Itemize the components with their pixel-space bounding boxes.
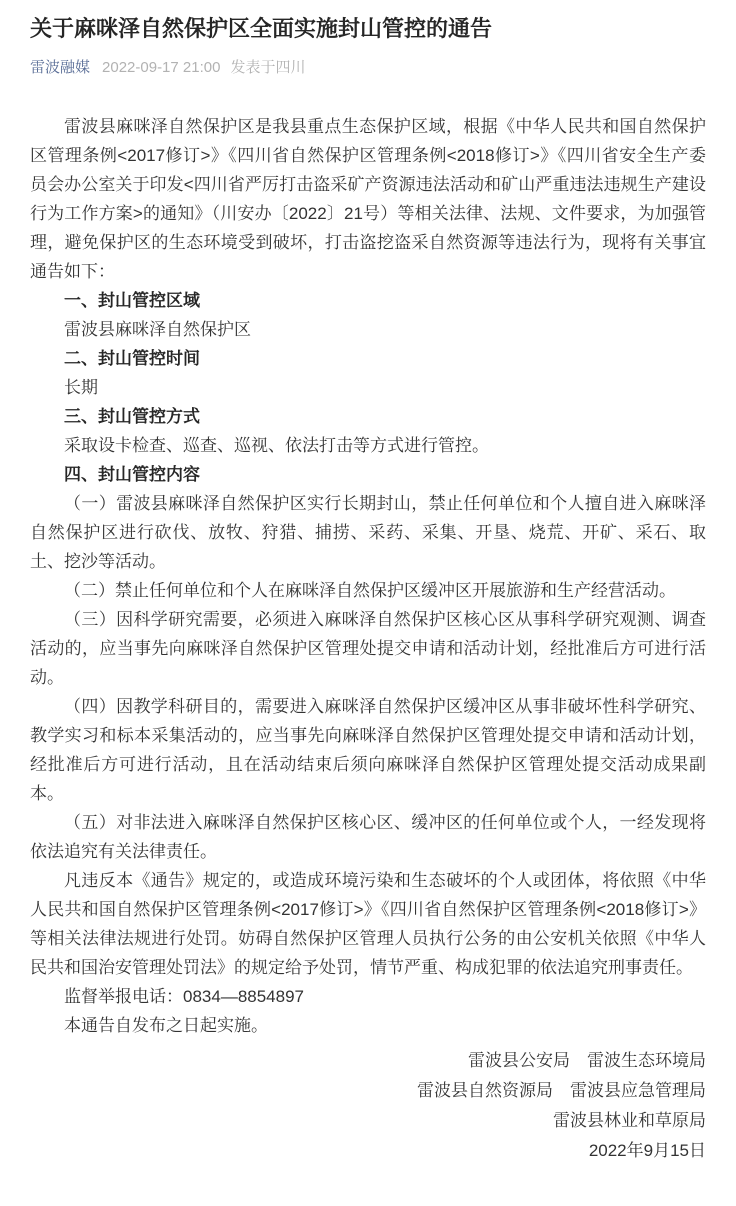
- control-item-1: （一）雷波县麻咪泽自然保护区实行长期封山，禁止任何单位和个人擅自进入麻咪泽自然保护区进行砍伐、放牧、狩猎、捕捞、采药、采集、开垦、烧荒、开矿、采石、取土、挖沙等活动。: [30, 494, 706, 571]
- control-item-5: （五）对非法进入麻咪泽自然保护区核心区、缓冲区的任何单位或个人，一经发现将依法追究有关法律责任。: [30, 813, 706, 861]
- section-content-method: 采取设卡检查、巡查、巡视、依法打击等方式进行管控。: [64, 436, 489, 455]
- signature-line-2: 雷波县自然资源局 雷波县应急管理局: [417, 1081, 706, 1100]
- publish-location: 发表于四川: [230, 59, 306, 76]
- control-item-4: （四）因教学科研目的，需要进入麻咪泽自然保护区缓冲区从事非破坏性科学研究、教学实习和标本采集活动的，应当事先向麻咪泽自然保护区管理处提交申请和活动计划，经批准后方可进行活动，且在活动结束后须向麻咪泽自然保护区管理处提交活动成果副本。: [30, 697, 706, 803]
- account-name-link[interactable]: 雷波融媒: [30, 59, 91, 76]
- effective-statement: 本通告自发布之日起实施。: [64, 1016, 268, 1035]
- section-heading-2: 二、封山管控时间: [64, 349, 200, 368]
- signature-block: [30, 1046, 706, 1166]
- article-meta: [30, 57, 706, 78]
- control-item-2: （二）禁止任何单位和个人在麻咪泽自然保护区缓冲区开展旅游和生产经营活动。: [64, 581, 676, 600]
- section-heading-4: 四、封山管控内容: [64, 465, 200, 484]
- control-item-3: （三）因科学研究需要，必须进入麻咪泽自然保护区核心区从事科学研究观测、调查活动的，应当事先向麻咪泽自然保护区管理处提交申请和活动计划，经批准后方可进行活动。: [30, 610, 706, 687]
- paragraph-intro: 雷波县麻咪泽自然保护区是我县重点生态保护区域，根据《中华人民共和国自然保护区管理条例<2017修订>》《四川省自然保护区管理条例<2018修订>》《四川省安全生产委员会办公室关于印发<四川省严厉打击盗采矿产资源违法活动和矿山严重违法违规生产建设行为工作方案>的通知》（川安办〔2022〕21号）等相关法律、法规、文件要求，为加强管理，避免保护区的生态环境受到破坏，打击盗挖盗采自然资源等违法行为，现将有关事宜通告如下：: [30, 117, 706, 281]
- signature-line-1: 雷波县公安局 雷波生态环境局: [468, 1051, 706, 1070]
- report-hotline: 监督举报电话：0834—8854897: [64, 987, 305, 1006]
- section-content-region: 雷波县麻咪泽自然保护区: [64, 320, 251, 339]
- article-content: [30, 112, 706, 1040]
- publish-time: 2022-09-17 21:00: [102, 59, 221, 76]
- paragraph-penalty: 凡违反本《通告》规定的，或造成环境污染和生态破坏的个人或团体，将依照《中华人民共和国自然保护区管理条例<2017修订>》《四川省自然保护区管理条例<2018修订>》等相关法律法规进行处罚。妨碍自然保护区管理人员执行公务的由公安机关依照《中华人民共和国治安管理处罚法》的规定给予处罚，情节严重、构成犯罪的依法追究刑事责任。: [30, 871, 706, 977]
- section-content-duration: 长期: [64, 378, 98, 397]
- article-title: 关于麻咪泽自然保护区全面实施封山管控的通告: [30, 16, 493, 41]
- signature-line-3: 雷波县林业和草原局: [553, 1111, 706, 1130]
- section-heading-3: 三、封山管控方式: [64, 407, 200, 426]
- section-heading-1: 一、封山管控区域: [64, 291, 200, 310]
- issue-date: 2022年9月15日: [588, 1141, 706, 1160]
